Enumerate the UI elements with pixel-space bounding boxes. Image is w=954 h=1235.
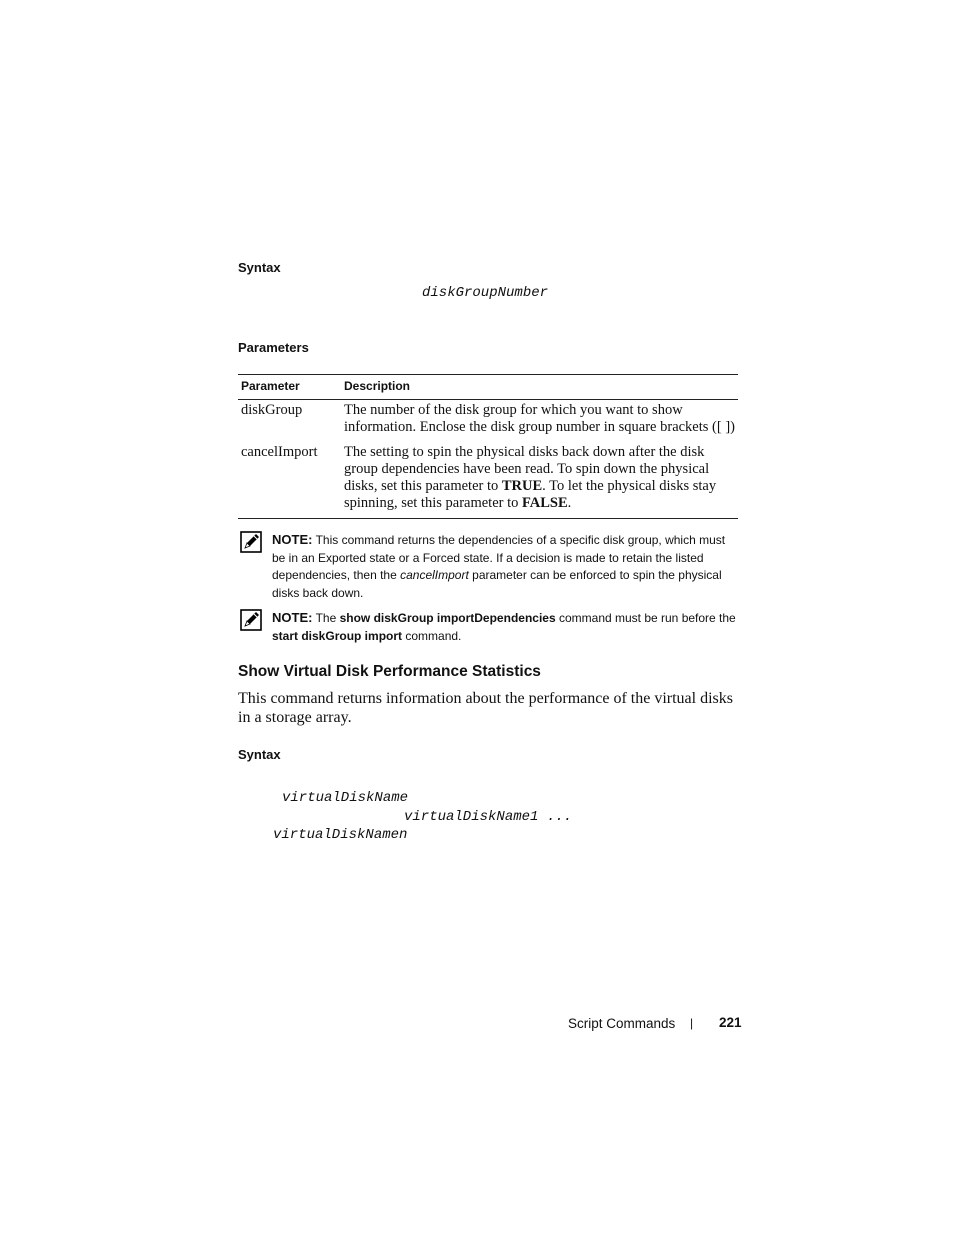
syntax-heading: Syntax xyxy=(238,260,281,275)
param-description: The number of the disk group for which you want to show information. Enclose the disk group number in square brackets ([ ]) xyxy=(344,402,735,435)
note-text: The xyxy=(312,611,340,625)
note-text: This command returns the dependencies of a specific disk group, which must be in an Exported state or a Forced state. If a decision is made to retain the listed dependencies, then the xyxy=(272,533,726,582)
section-description: This command returns information about the performance of the virtual disks in a storage array. xyxy=(238,690,733,726)
note-text: command must be run before the xyxy=(555,611,736,625)
note-1-text xyxy=(272,531,738,602)
syntax-code-line-3: virtualDiskNamen xyxy=(273,827,408,843)
note-text: parameter can be enforced to spin the physical disks back down. xyxy=(272,568,722,600)
syntax-code: diskGroupNumber xyxy=(422,285,549,301)
footer-separator: | xyxy=(690,1016,694,1030)
desc-text: . xyxy=(567,495,572,511)
note-bold-command: start diskGroup import xyxy=(272,628,403,643)
syntax-heading-2: Syntax xyxy=(238,747,281,762)
desc-text: The setting to spin the physical disks back down after the disk group dependencies have been read. To spin down the physical disks, set this parameter to xyxy=(344,444,710,494)
parameters-heading: Parameters xyxy=(238,340,309,355)
desc-text: . To let the physical disks stay spinning, set this parameter to xyxy=(344,478,717,511)
pencil-note-icon xyxy=(240,609,262,631)
desc-bold-true: TRUE xyxy=(501,478,543,494)
note-italic: cancelImport xyxy=(400,568,469,582)
note-text: command. xyxy=(402,628,462,643)
table-row xyxy=(238,400,738,443)
note-2-text xyxy=(272,609,738,645)
note-bold-command: show diskGroup importDependencies xyxy=(339,611,556,625)
desc-bold-false: FALSE xyxy=(522,495,568,511)
column-header-parameter: Parameter xyxy=(238,375,341,400)
note-2 xyxy=(238,609,738,645)
parameters-table xyxy=(238,374,738,519)
param-name: cancelImport xyxy=(238,442,341,519)
table-header-row xyxy=(238,375,738,400)
page-number: 221 xyxy=(719,1015,742,1030)
syntax-code-line-2: virtualDiskName1 ... xyxy=(404,809,573,825)
note-lead: NOTE: xyxy=(272,610,313,625)
table-row xyxy=(238,442,738,519)
section-title: Show Virtual Disk Performance Statistics xyxy=(238,663,541,680)
note-1 xyxy=(238,531,738,602)
footer-section-name: Script Commands xyxy=(568,1016,676,1031)
note-lead: NOTE: xyxy=(272,532,313,547)
param-name: diskGroup xyxy=(241,402,303,418)
pencil-note-icon xyxy=(240,531,262,553)
column-header-description: Description xyxy=(341,375,738,400)
syntax-code-line-1: virtualDiskName xyxy=(282,790,409,806)
param-description xyxy=(341,442,738,519)
